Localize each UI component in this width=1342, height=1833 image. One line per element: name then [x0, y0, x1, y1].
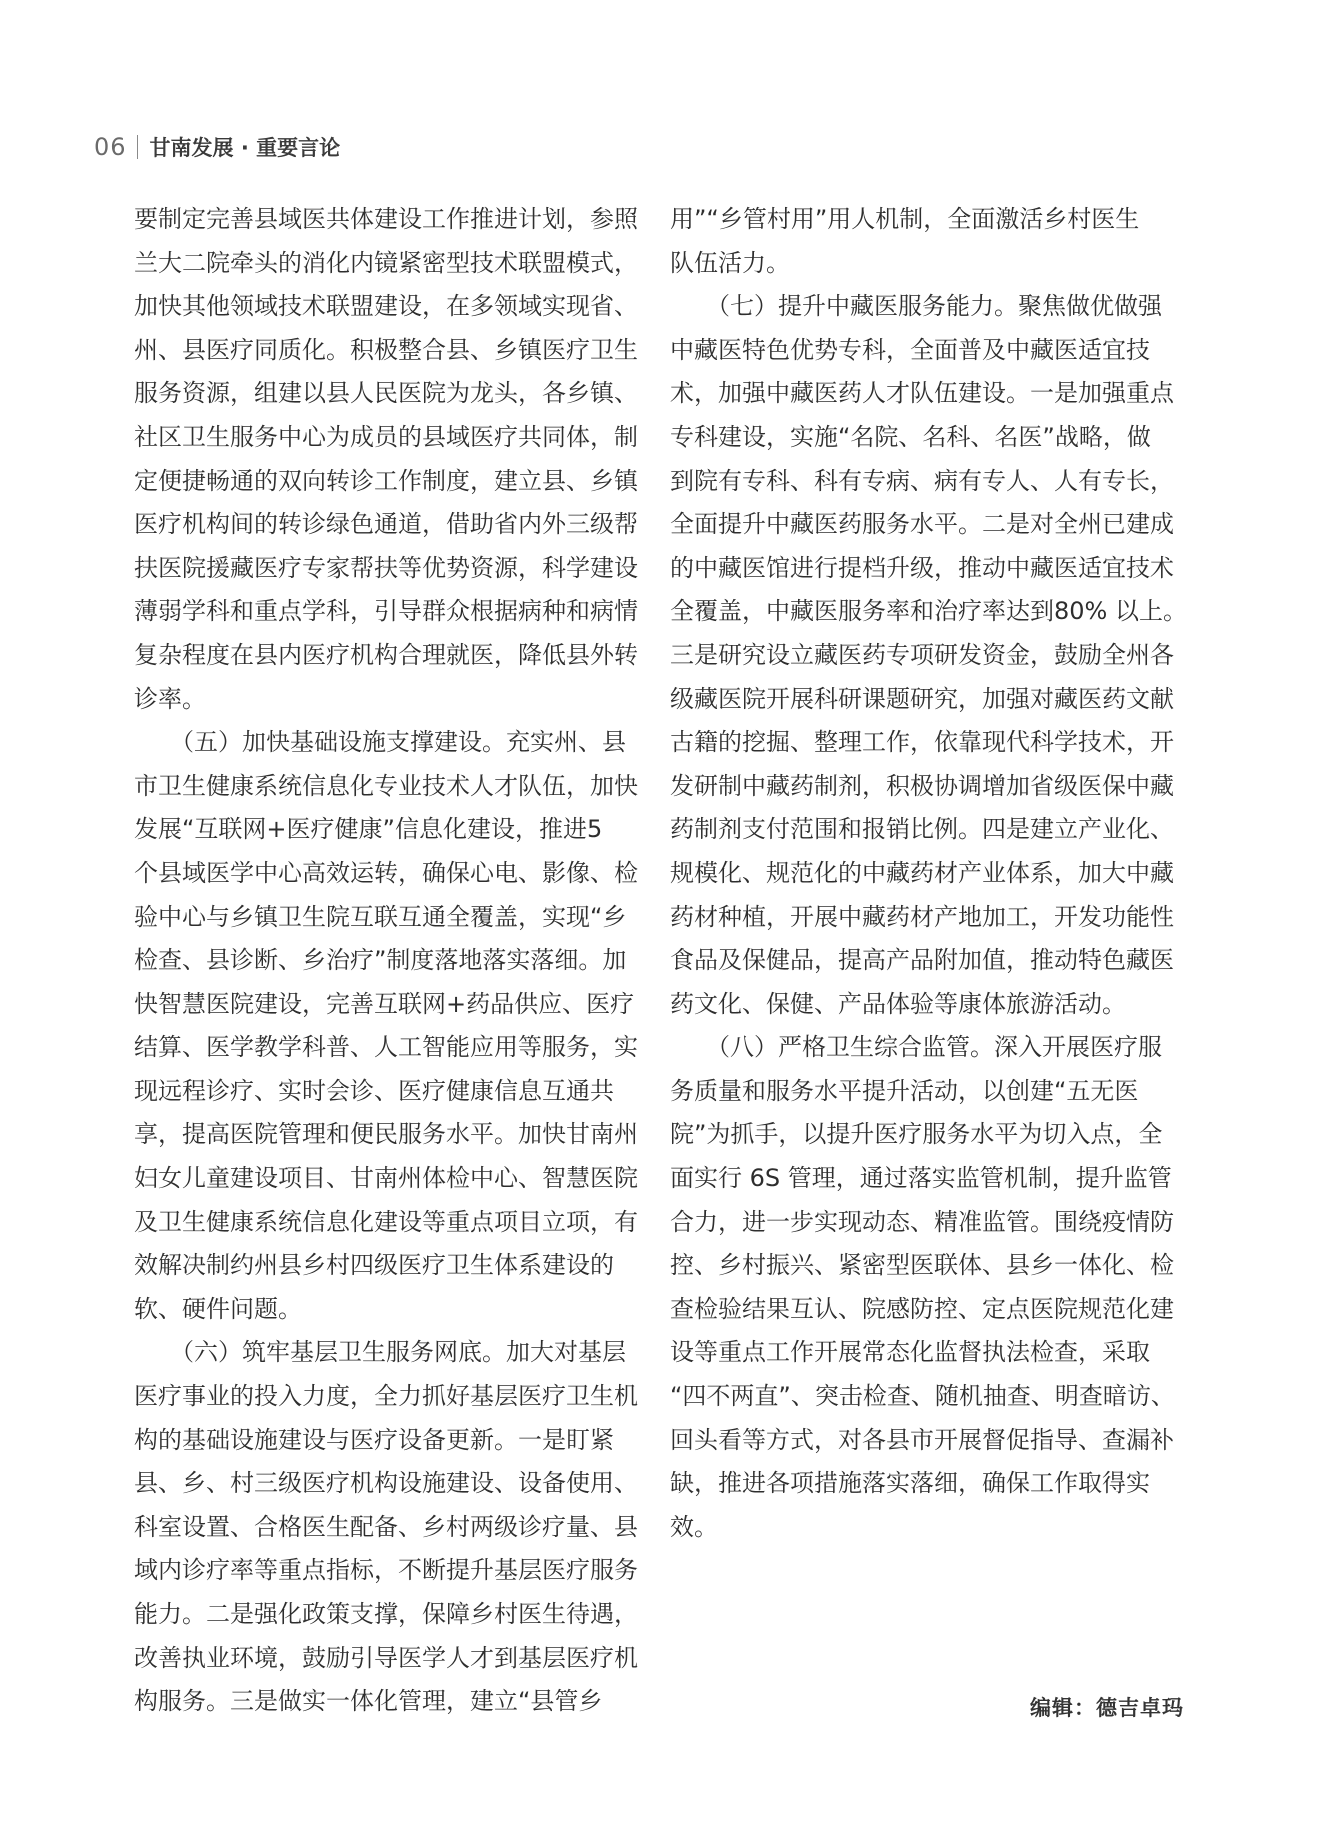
text-line: 市卫生健康系统信息化专业技术人才队伍，加快 — [134, 771, 638, 800]
text-line: 能力。二是强化政策支撑，保障乡村医生待遇， — [134, 1600, 638, 1628]
editor-credit: 编辑：德吉卓玛 — [1030, 1695, 1184, 1720]
left-column — [134, 198, 638, 1724]
text-line: 医疗机构间的转诊绿色通道，借助省内外三级帮 — [134, 510, 638, 539]
text-line: 诊率。 — [134, 684, 206, 713]
right-column — [670, 198, 1187, 1549]
text-line: 效解决制约州县乡村四级医疗卫生体系建设的 — [134, 1251, 614, 1280]
text-line: 快智慧医院建设，完善互联网+药品供应、医疗 — [134, 989, 635, 1018]
text-line: 设等重点工作开展常态化监督执法检查，采取 — [670, 1338, 1150, 1367]
text-line: 队伍活力。 — [670, 248, 790, 277]
text-line: 兰大二院牵头的消化内镜紧密型技术联盟模式， — [134, 248, 638, 277]
text-line: 结算、医学教学科普、人工智能应用等服务，实 — [134, 1033, 638, 1062]
header-divider — [137, 135, 138, 159]
text-line: 享，提高医院管理和便民服务水平。加快甘南州 — [134, 1120, 638, 1149]
text-line: 药材种植，开展中藏药材产地加工，开发功能性 — [670, 902, 1174, 931]
text-line: 合力，进一步实现动态、精准监管。围绕疫情防 — [670, 1207, 1174, 1236]
text-line: 医疗事业的投入力度，全力抓好基层医疗卫生机 — [134, 1382, 638, 1411]
text-line: 个县域医学中心高效运转，确保心电、影像、检 — [134, 858, 638, 887]
text-line: 构服务。三是做实一体化管理，建立“县管乡 — [134, 1687, 603, 1716]
text-line: （五）加快基础设施支撑建设。充实州、县 — [134, 728, 626, 757]
text-line: 定便捷畅通的双向转诊工作制度，建立县、乡镇 — [134, 466, 638, 495]
text-line: 院”为抓手，以提升医疗服务水平为切入点，全 — [670, 1120, 1163, 1149]
text-line: 薄弱学科和重点学科，引导群众根据病种和病情 — [134, 597, 638, 626]
text-line: 古籍的挖掘、整理工作，依靠现代科学技术，开 — [670, 728, 1174, 757]
page-number: 06 — [94, 133, 127, 161]
text-line: 发研制中藏药制剂，积极协调增加省级医保中藏 — [670, 771, 1174, 800]
text-line: 专科建设，实施“名院、名科、名医”战略，做 — [670, 422, 1151, 451]
section-title: 甘南发展 · 重要言论 — [149, 136, 341, 160]
text-line: 服务资源，组建以县人民医院为龙头，各乡镇、 — [134, 379, 638, 408]
page-header — [94, 130, 340, 164]
text-line: 药制剂支付范围和报销比例。四是建立产业化、 — [670, 815, 1174, 844]
text-line: 查检验结果互认、院感防控、定点医院规范化建 — [670, 1294, 1174, 1323]
text-line: 县、乡、村三级医疗机构设施建设、设备使用、 — [134, 1469, 638, 1498]
text-line: 控、乡村振兴、紧密型医联体、县乡一体化、检 — [670, 1251, 1174, 1280]
text-line: 规模化、规范化的中藏药材产业体系，加大中藏 — [670, 858, 1174, 887]
text-line: 缺，推进各项措施落实落细，确保工作取得实 — [670, 1469, 1150, 1498]
text-line: （八）严格卫生综合监管。深入开展医疗服 — [670, 1033, 1162, 1062]
text-line: 扶医院援藏医疗专家帮扶等优势资源，科学建设 — [134, 553, 638, 582]
text-line: 全覆盖，中藏医服务率和治疗率达到80% 以上。 — [670, 597, 1187, 626]
text-line: 用”“乡管村用”用人机制，全面激活乡村医生 — [670, 205, 1140, 233]
text-line: 软、硬件问题。 — [134, 1294, 302, 1323]
text-line: 全面提升中藏医药服务水平。二是对全州已建成 — [670, 510, 1174, 539]
text-line: 要制定完善县域医共体建设工作推进计划，参照 — [134, 205, 638, 233]
text-line: 发展“互联网+医疗健康”信息化建设，推进5 — [134, 815, 603, 844]
text-line: （六）筑牢基层卫生服务网底。加大对基层 — [134, 1338, 626, 1367]
text-line: （七）提升中藏医服务能力。聚焦做优做强 — [670, 292, 1162, 321]
text-line: 的中藏医馆进行提档升级，推动中藏医适宜技术 — [670, 553, 1174, 582]
text-line: 回头看等方式，对各县市开展督促指导、查漏补 — [670, 1425, 1174, 1454]
text-line: 现远程诊疗、实时会诊、医疗健康信息互通共 — [134, 1076, 614, 1105]
text-line: 中藏医特色优势专科，全面普及中藏医适宜技 — [670, 335, 1150, 364]
text-line: 加快其他领域技术联盟建设，在多领域实现省、 — [134, 292, 638, 321]
text-line: “四不两直”、突击检查、随机抽查、明查暗访、 — [670, 1382, 1175, 1411]
text-line: 验中心与乡镇卫生院互联互通全覆盖，实现“乡 — [134, 902, 627, 931]
text-line: 构的基础设施建设与医疗设备更新。一是盯紧 — [134, 1425, 614, 1454]
text-line: 三是研究设立藏医药专项研发资金，鼓励全州各 — [670, 640, 1174, 669]
text-line: 科室设置、合格医生配备、乡村两级诊疗量、县 — [134, 1512, 638, 1541]
text-line: 到院有专科、科有专病、病有专人、人有专长， — [670, 466, 1174, 495]
text-line: 域内诊疗率等重点指标，不断提升基层医疗服务 — [134, 1556, 638, 1585]
text-line: 术，加强中藏医药人才队伍建设。一是加强重点 — [670, 379, 1174, 408]
text-line: 妇女儿童建设项目、甘南州体检中心、智慧医院 — [134, 1164, 638, 1193]
text-line: 级藏医院开展科研课题研究，加强对藏医药文献 — [670, 684, 1174, 713]
text-line: 复杂程度在县内医疗机构合理就医，降低县外转 — [134, 640, 638, 669]
text-line: 改善执业环境，鼓励引导医学人才到基层医疗机 — [134, 1643, 638, 1672]
text-line: 面实行 6S 管理，通过落实监管机制，提升监管 — [670, 1164, 1172, 1193]
text-line: 社区卫生服务中心为成员的县域医疗共同体，制 — [134, 422, 638, 451]
text-line: 及卫生健康系统信息化建设等重点项目立项，有 — [134, 1207, 638, 1236]
text-line: 食品及保健品，提高产品附加值，推动特色藏医 — [670, 946, 1174, 975]
text-line: 务质量和服务水平提升活动，以创建“五无医 — [670, 1076, 1139, 1105]
text-line: 药文化、保健、产品体验等康体旅游活动。 — [670, 989, 1126, 1018]
text-line: 检查、县诊断、乡治疗”制度落地落实落细。加 — [134, 946, 627, 975]
text-line: 州、县医疗同质化。积极整合县、乡镇医疗卫生 — [134, 335, 638, 364]
text-line: 效。 — [670, 1512, 718, 1541]
